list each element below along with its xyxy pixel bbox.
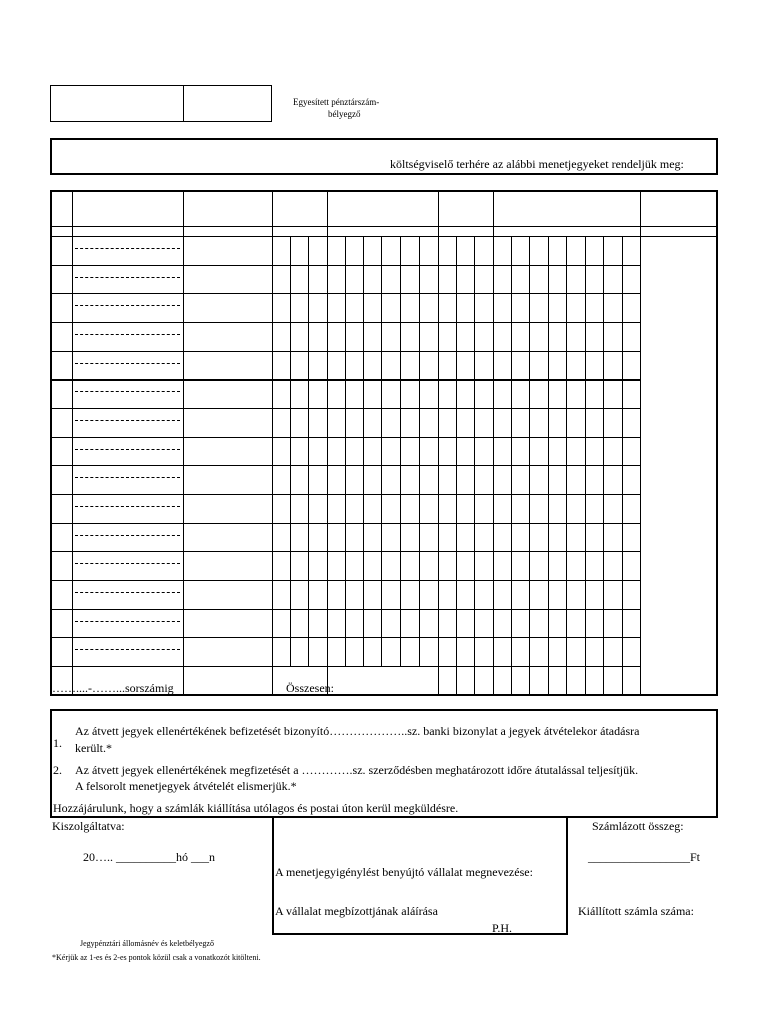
statement-1-number: 1. bbox=[53, 736, 62, 750]
billed-amount-label: Számlázott összeg: bbox=[592, 819, 684, 833]
footnote: *Kérjük az 1-es és 2-es pontok közül csak a vonatkozót kitölteni. bbox=[52, 953, 261, 962]
statement-2-number: 2. bbox=[53, 763, 62, 777]
statement-2-line1: Az átvett jegyek ellenértékének megfizetését a ………….sz. szerződésben meghatározott időre átutalással teljesítjük. bbox=[75, 763, 639, 777]
table-row-dash bbox=[75, 563, 180, 564]
stamp-box bbox=[50, 85, 272, 122]
table-row-dash bbox=[75, 535, 180, 536]
table-subheader-line bbox=[50, 236, 718, 237]
table-total-line bbox=[50, 666, 640, 667]
table-total-digit-divider bbox=[548, 666, 549, 696]
table-digit-divider bbox=[474, 236, 475, 666]
table-digit-divider bbox=[381, 236, 382, 666]
table-row-dash bbox=[75, 592, 180, 593]
table-row-dash bbox=[75, 305, 180, 306]
table-row-dash bbox=[75, 621, 180, 622]
table-row-dash bbox=[75, 363, 180, 364]
table-digit-divider bbox=[290, 236, 291, 666]
header-text: költségviselő terhére az alábbi menetjegyeket rendeljük meg: bbox=[390, 157, 684, 171]
table-total-digit-divider bbox=[566, 666, 567, 696]
footer-box-bottom bbox=[272, 933, 568, 935]
table-digit-divider bbox=[548, 236, 549, 666]
served-label: Kiszolgáltatva: bbox=[52, 819, 125, 833]
table-row-dash bbox=[75, 649, 180, 650]
table-digit-divider bbox=[363, 236, 364, 666]
statement-1-line1: Az átvett jegyek ellenértékének befizetését bizonyító………………..sz. banki bizonylat a jegyek átvételekor átadásra bbox=[75, 724, 640, 738]
table-digit-divider bbox=[345, 236, 346, 666]
ph-label: P.H. bbox=[492, 921, 513, 935]
statement-1-line2: került.* bbox=[75, 741, 112, 755]
table-digit-divider bbox=[529, 236, 530, 666]
invoice-number-label: Kiállított számla száma: bbox=[578, 904, 694, 918]
table-digit-divider bbox=[566, 236, 567, 666]
footer-box-left bbox=[272, 818, 274, 934]
table-digit-divider bbox=[603, 236, 604, 666]
serial-range-label: ……....-……...sorszámig bbox=[52, 681, 174, 695]
table-row-dash bbox=[75, 334, 180, 335]
footer-box-right bbox=[566, 818, 568, 934]
table-digit-divider bbox=[419, 236, 420, 666]
stamp-box-divider bbox=[183, 85, 184, 122]
table-row-dash bbox=[75, 277, 180, 278]
amount-line: _________________Ft bbox=[588, 850, 701, 864]
table-row-dash bbox=[75, 248, 180, 249]
table-digit-divider bbox=[308, 236, 309, 666]
table-row-dash bbox=[75, 506, 180, 507]
table-total-digit-divider bbox=[474, 666, 475, 696]
statement-2-line2: A felsorolt menetjegyek átvételét elismerjük.* bbox=[75, 779, 297, 793]
requester-label: A menetjegyigénylést benyújtó vállalat megnevezése: bbox=[275, 865, 533, 879]
table-digit-divider bbox=[400, 236, 401, 666]
station-stamp-label: Jegypénztári állomásnév és keletbélyegző bbox=[80, 939, 214, 948]
table-row-dash bbox=[75, 449, 180, 450]
table-total-digit-divider bbox=[511, 666, 512, 696]
table-digit-divider bbox=[585, 236, 586, 666]
table-column-divider bbox=[640, 190, 641, 696]
table-row-dash bbox=[75, 477, 180, 478]
table-total-digit-divider bbox=[603, 666, 604, 696]
stamp-label-line2: bélyegző bbox=[328, 109, 361, 119]
consent-text: Hozzájárulunk, hogy a számlák kiállítása utólagos és postai úton kerül megküldésre. bbox=[53, 801, 459, 815]
table-row-dash bbox=[75, 420, 180, 421]
table-digit-divider bbox=[511, 236, 512, 666]
table-digit-divider bbox=[456, 236, 457, 666]
stamp-label-line1: Egyesített pénztárszám- bbox=[293, 97, 380, 107]
table-row-dash bbox=[75, 391, 180, 392]
table-header-line bbox=[50, 226, 718, 227]
table-total-digit-divider bbox=[529, 666, 530, 696]
table-total-digit-divider bbox=[456, 666, 457, 696]
table-total-digit-divider bbox=[622, 666, 623, 696]
total-label: Összesen: bbox=[286, 681, 334, 695]
signature-label: A vállalat megbízottjának aláírása bbox=[275, 904, 438, 918]
date-line: 20….. __________hó ___n bbox=[83, 850, 215, 864]
table-total-digit-divider bbox=[585, 666, 586, 696]
table-digit-divider bbox=[622, 236, 623, 666]
